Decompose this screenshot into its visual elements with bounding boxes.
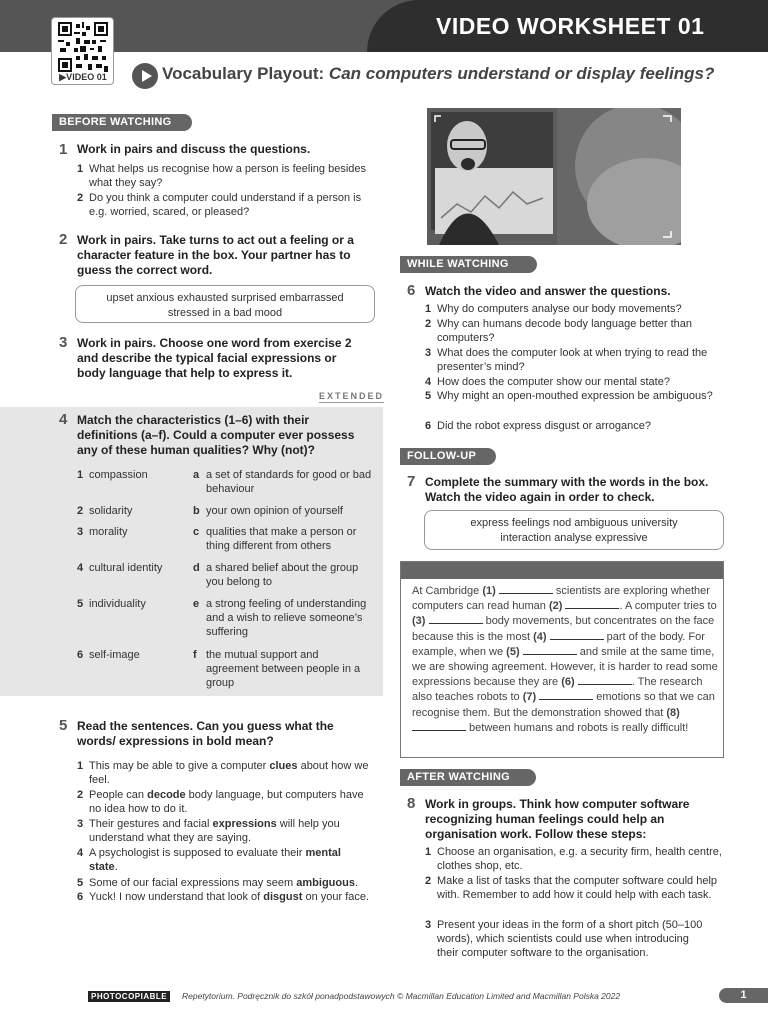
exercise-number: 4 — [59, 411, 68, 428]
match-term: 2 solidarity — [77, 505, 133, 517]
qr-video-label: ▶VIDEO 01 — [59, 72, 107, 82]
video-still-image — [427, 108, 681, 245]
list-item: 1 Why do computers analyse our body movements? — [425, 303, 682, 315]
list-item: 2 Do you think a computer could understand if a person is e.g. worried, scared, or pleased? — [77, 192, 362, 218]
list-item: 1 This may be able to give a computer clues about how we feel. — [77, 760, 369, 786]
exercise-instruction: Read the sentences. Can you guess what the words/ expressions in bold mean? — [77, 719, 334, 748]
section-while-watching: WHILE WATCHING — [400, 256, 537, 273]
title-prefix: Vocabulary Playout: — [162, 64, 325, 83]
play-icon[interactable] — [132, 63, 158, 89]
list-item: 1 Choose an organisation, e.g. a security firm, health centre, clothes shop, etc. — [425, 846, 722, 872]
match-definition: f the mutual support and agreement between people in a group — [193, 649, 361, 689]
exercise-instruction: Work in pairs. Choose one word from exercise 2 and describe the typical facial expressions or body language that help to express it. — [77, 336, 352, 380]
copyright-text: Repetytorium. Podręcznik do szkół ponadpodstawowych © Macmillan Education Limited and Macmillan Polska 2022 — [182, 991, 621, 1001]
exercise-instruction: Work in pairs and discuss the questions. — [77, 142, 311, 156]
list-item: 3 Their gestures and facial expressions will help you understand what they are saying. — [77, 818, 340, 844]
gap-1[interactable] — [499, 584, 553, 594]
list-item: 6 Did the robot express disgust or arrogance? — [425, 420, 652, 432]
list-item: 4 A psychologist is supposed to evaluate their mental state. — [77, 847, 341, 873]
exercise-number: 1 — [59, 141, 68, 158]
summary-box — [400, 561, 724, 758]
page-number: 1 — [719, 988, 768, 1003]
list-item: 2 People can decode body language, but computers have no idea how to do it. — [77, 789, 364, 815]
match-term: 4 cultural identity — [77, 562, 163, 574]
exercise-instruction: Match the characteristics (1–6) with their definitions (a–f). Could a computer ever possess any of these human qualities? Why (not)? — [77, 413, 355, 457]
word-box-line: upset anxious exhausted surprised embarrassed — [106, 292, 344, 304]
photocopiable-badge: PHOTOCOPIABLE — [88, 991, 170, 1002]
word-box-line: express feelings nod ambiguous university — [470, 517, 678, 529]
exercise-number: 2 — [59, 231, 68, 248]
exercise-number: 3 — [59, 334, 68, 351]
list-item: 3 What does the computer look at when trying to read the presenter’s mind? — [425, 347, 708, 373]
match-definition: a a set of standards for good or bad behaviour — [193, 469, 372, 495]
gap-5[interactable] — [523, 645, 577, 655]
list-item: 1 What helps us recognise how a person is feeling besides what they say? — [77, 163, 366, 189]
qr-code-box[interactable] — [51, 17, 114, 85]
extended-label: EXTENDED — [319, 391, 385, 401]
exercise-number: 7 — [407, 473, 416, 490]
summary-bar — [401, 562, 723, 579]
exercise-number: 6 — [407, 282, 416, 299]
list-item: 5 Some of our facial expressions may seem ambiguous. — [77, 877, 358, 889]
page-title — [162, 64, 722, 84]
match-definition: c qualities that make a person or thing different from others — [193, 526, 357, 552]
exercise-number: 8 — [407, 795, 416, 812]
exercise-instruction: Complete the summary with the words in the box. Watch the video again in order to check. — [425, 475, 709, 504]
gap-3[interactable] — [429, 614, 483, 624]
list-item: 6 Yuck! I now understand that look of disgust on your face. — [77, 891, 370, 903]
exercise-instruction: Work in groups. Think how computer software recognizing human feelings could help an organisation work. Follow these steps: — [425, 797, 690, 841]
qr-code-icon — [58, 22, 108, 72]
gap-2[interactable] — [565, 599, 619, 609]
match-term: 1 compassion — [77, 469, 148, 481]
presenter-photo — [427, 108, 681, 245]
exercise-instruction: Watch the video and answer the questions. — [425, 284, 671, 298]
worksheet-title: VIDEO WORKSHEET 01 — [436, 13, 705, 39]
list-item: 3 Present your ideas in the form of a short pitch (50–100 words), which scientists could use when introducing their computer software to the organisation. — [425, 919, 703, 959]
list-item: 4 How does the computer show our mental state? — [425, 376, 670, 388]
exercise-number: 5 — [59, 717, 68, 734]
match-definition: d a shared belief about the group you belong to — [193, 562, 359, 588]
word-box — [424, 510, 724, 550]
match-term: 5 individuality — [77, 598, 146, 610]
exercise-instruction: Work in pairs. Take turns to act out a feeling or a character feature in the box. Your partner has to guess the correct word. — [77, 233, 354, 277]
gap-4[interactable] — [550, 630, 604, 640]
match-definition: b your own opinion of yourself — [193, 505, 343, 517]
gap-6[interactable] — [578, 675, 632, 685]
list-item: 5 Why might an open-mouthed expression be ambiguous? — [425, 390, 713, 402]
section-before-watching: BEFORE WATCHING — [52, 114, 192, 131]
list-item: 2 Why can humans decode body language better than computers? — [425, 318, 693, 344]
match-definition: e a strong feeling of understanding and a wish to relieve someone’s suffering — [193, 598, 367, 638]
section-follow-up: FOLLOW-UP — [400, 448, 496, 465]
summary-text: At Cambridge (1) scientists are exploring whether computers can read human (2) . A computer tries to (3) body movements, but concentrates on the face because this is the most (4) part of the body. For example, when we (5) and smile at the same time, we are showing agreement. However, it is harder to read some expressions because they are (6) . The research also teaches robots to (7) emotions so that we can recognise them. But the demonstration showed that (8) between humans and robots is really difficult! — [412, 585, 718, 734]
title-question: Can computers understand or display feelings? — [328, 64, 715, 83]
word-box-line: stressed in a bad mood — [167, 307, 283, 319]
gap-7[interactable] — [539, 690, 593, 700]
match-term: 6 self-image — [77, 649, 140, 661]
match-term: 3 morality — [77, 526, 128, 538]
word-box-line: interaction analyse expressive — [500, 532, 648, 544]
section-after-watching: AFTER WATCHING — [400, 769, 536, 786]
word-box — [75, 285, 375, 323]
list-item: 2 Make a list of tasks that the computer software could help with. Remember to add how it could help with each task. — [425, 875, 718, 901]
gap-8[interactable] — [412, 721, 466, 731]
